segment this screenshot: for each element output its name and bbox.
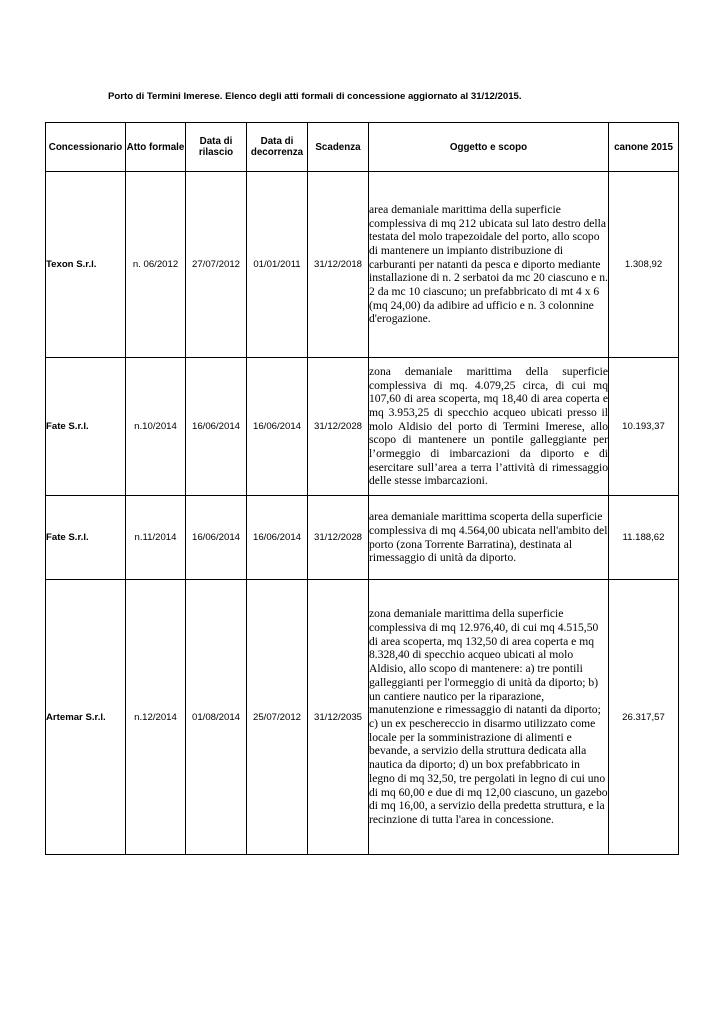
table-row xyxy=(46,172,679,358)
header-canone: canone 2015 xyxy=(609,123,679,172)
header-atto-formale: Atto formale xyxy=(126,123,186,172)
cell-data-rilascio: 27/07/2012 xyxy=(186,172,247,358)
cell-concessionario: Texon S.r.l. xyxy=(46,172,126,358)
cell-concessionario: Fate S.r.l. xyxy=(46,496,126,580)
cell-oggetto-scopo: area demaniale marittima della superficie complessiva di mq 212 ubicata sul lato destro della testata del molo trapezoidale del porto, allo scopo di mantenere un impianto distribuzione di carburanti per natanti da pesca e diporto mediante installazione di n. 2 serbatoi da mc 20 ciascuno e n. 2 da mc 10 ciascuno; un prefabbricato di mt 4 x 6 (mq 24,00) da adibire ad ufficio e n. 3 colonnine d'erogazione. xyxy=(369,172,609,358)
cell-data-decorrenza: 01/01/2011 xyxy=(247,172,308,358)
header-oggetto-scopo: Oggetto e scopo xyxy=(369,123,609,172)
cell-data-rilascio: 16/06/2014 xyxy=(186,358,247,496)
table-row xyxy=(46,358,679,496)
cell-atto-formale: n.10/2014 xyxy=(126,358,186,496)
table-row xyxy=(46,580,679,855)
cell-scadenza: 31/12/2035 xyxy=(308,580,369,855)
cell-atto-formale: n.12/2014 xyxy=(126,580,186,855)
header-data-decorrenza: Data di decorrenza xyxy=(247,123,308,172)
cell-data-decorrenza: 16/06/2014 xyxy=(247,358,308,496)
document-title: Porto di Termini Imerese. Elenco degli atti formali di concessione aggiornato al 31/12/2015. xyxy=(108,91,522,102)
cell-oggetto-scopo: area demaniale marittima scoperta della superficie complessiva di mq 4.564,00 ubicata nell'ambito del porto (zona Torrente Barratina), destinata al rimessaggio di unità da diporto. xyxy=(369,496,609,580)
cell-atto-formale: n. 06/2012 xyxy=(126,172,186,358)
cell-canone: 11.188,62 xyxy=(609,496,679,580)
cell-scadenza: 31/12/2028 xyxy=(308,496,369,580)
header-concessionario: Concessionario xyxy=(46,123,126,172)
cell-data-rilascio: 01/08/2014 xyxy=(186,580,247,855)
table-row xyxy=(46,496,679,580)
table-header-row xyxy=(46,123,679,172)
cell-atto-formale: n.11/2014 xyxy=(126,496,186,580)
cell-concessionario: Fate S.r.l. xyxy=(46,358,126,496)
cell-data-decorrenza: 25/07/2012 xyxy=(247,580,308,855)
cell-canone: 26.317,57 xyxy=(609,580,679,855)
cell-scadenza: 31/12/2028 xyxy=(308,358,369,496)
concessions-table xyxy=(45,122,679,855)
cell-oggetto-scopo: zona demaniale marittima della superficie complessiva di mq. 4.079,25 circa, di cui mq 107,60 di area scoperta, mq 18,40 di area coperta e mq 3.953,25 di specchio acqueo ubicati presso il molo Aldisio del porto di Termini Imerese, allo scopo di mantenere un pontile galleggiante per l’ormeggio di imbarcazioni da diporto e di esercitare sull’area a terra l’attività di rimessaggio delle stesse imbarcazioni. xyxy=(369,358,609,496)
cell-data-rilascio: 16/06/2014 xyxy=(186,496,247,580)
cell-oggetto-scopo: zona demaniale marittima della superficie complessiva di mq 12.976,40, di cui mq 4.515,50 di area scoperta, mq 132,50 di area coperta e mq 8.328,40 di specchio acqueo ubicati al molo Aldisio, allo scopo di mantenere: a) tre pontili galleggianti per l'ormeggio di unità da diporto; b) un cantiere nautico per la riparazione, manutenzione e rimessaggio di natanti da diporto; c) un ex peschereccio in disarmo utilizzato come locale per la somministrazione di alimenti e bevande, a servizio della struttura dedicata alla nautica da diporto; d) un box prefabbricato in legno di mq 32,50, tre pergolati in legno di cui uno di mq 60,00 e due di mq 12,00 ciascuno, un gazebo di mq 16,00, a servizio della predetta struttura, e la recinzione di tutta l'area in concessione. xyxy=(369,580,609,855)
cell-concessionario: Artemar S.r.l. xyxy=(46,580,126,855)
header-scadenza: Scadenza xyxy=(308,123,369,172)
cell-scadenza: 31/12/2018 xyxy=(308,172,369,358)
cell-canone: 1.308,92 xyxy=(609,172,679,358)
cell-data-decorrenza: 16/06/2014 xyxy=(247,496,308,580)
header-data-rilascio: Data di rilascio xyxy=(186,123,247,172)
cell-canone: 10.193,37 xyxy=(609,358,679,496)
